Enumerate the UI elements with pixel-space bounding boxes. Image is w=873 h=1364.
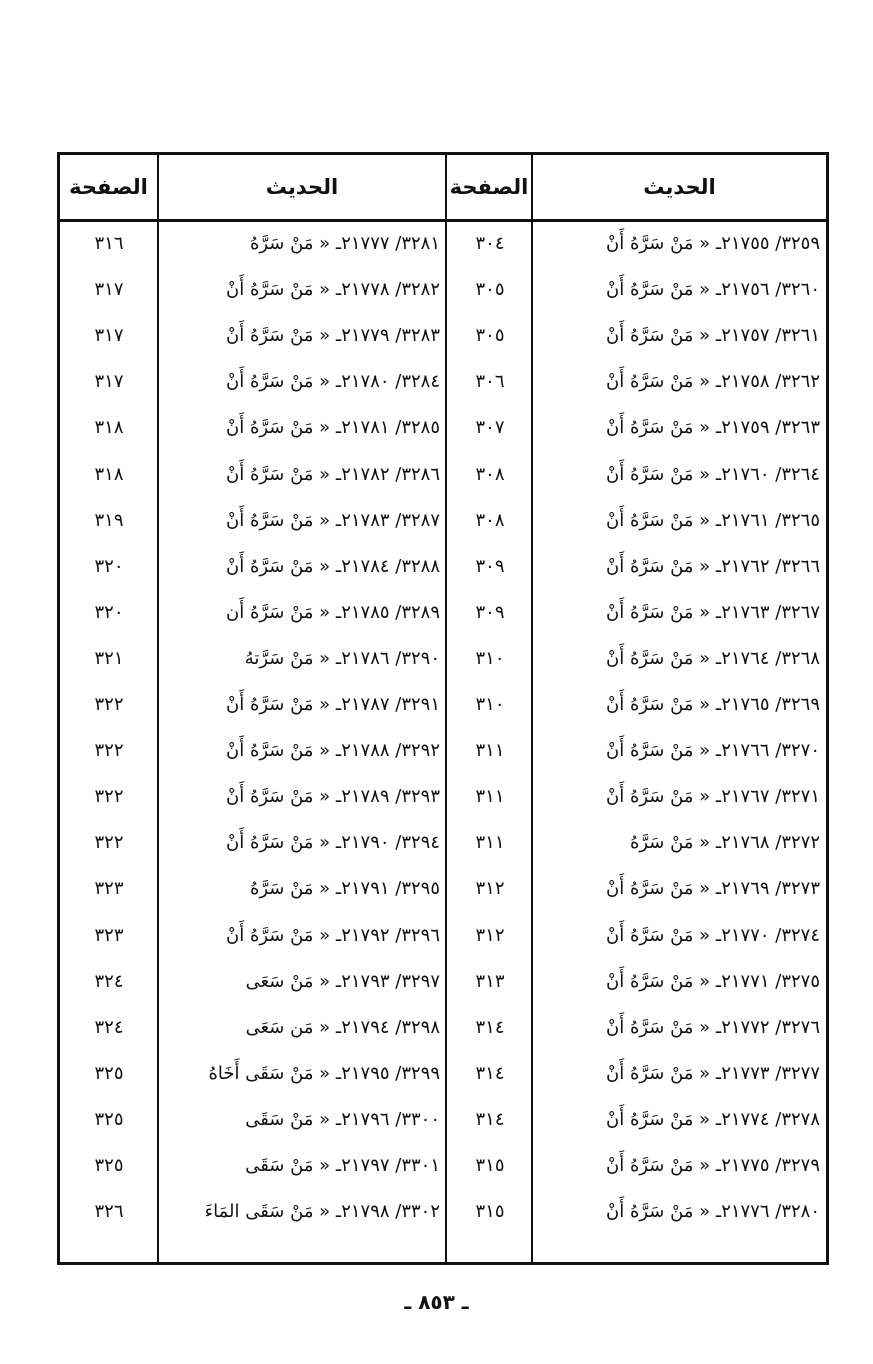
hadith-entry: ٣٢٦١/ ٢١٧٥٧ـ « مَنْ سَرَّهُ أَنْ [606,325,820,346]
column-divider [157,155,159,1262]
page-ref: ٣١٨ [94,464,124,485]
page-ref: ٣٢٤ [94,971,124,992]
hadith-entry: ٣٢٦٤/ ٢١٧٦٠ـ « مَنْ سَرَّهُ أَنْ [606,464,820,485]
hadith-entry: ٣٢٨٤/ ٢١٧٨٠ـ « مَنْ سَرَّهُ أَنْ [226,371,440,392]
hadith-entry: ٣٢٨٣/ ٢١٧٧٩ـ « مَنْ سَرَّهُ أَنْ [226,325,440,346]
page-ref: ٣٢٥ [94,1109,124,1130]
page-ref: ٣١٧ [94,325,124,346]
page-ref: ٣٢٦ [94,1201,124,1222]
hadith-entry: ٣٢٦٩/ ٢١٧٦٥ـ « مَنْ سَرَّهُ أَنْ [606,694,820,715]
hadith-entry: ٣٢٩٢/ ٢١٧٨٨ـ « مَنْ سَرَّهُ أَنْ [226,740,440,761]
hadith-entry: ٣٢٧٦/ ٢١٧٧٢ـ « مَنْ سَرَّهُ أَنْ [606,1017,820,1038]
page-ref: ٣١١ [475,786,505,807]
hadith-entry: ٣٢٦٥/ ٢١٧٦١ـ « مَنْ سَرَّهُ أَنْ [606,510,820,531]
hadith-entry: ٣٢٨٥/ ٢١٧٨١ـ « مَنْ سَرَّهُ أَنْ [226,417,440,438]
page-ref: ٣٢٣ [94,925,124,946]
hadith-entry: ٣٢٧٠/ ٢١٧٦٦ـ « مَنْ سَرَّهُ أَنْ [606,740,820,761]
hadith-entry: ٣٢٩٨/ ٢١٧٩٤ـ « مَن سَعَى [245,1017,440,1038]
page-ref: ٣٢٢ [94,832,124,853]
hadith-entry: ٣٢٦٦/ ٢١٧٦٢ـ « مَنْ سَرَّهُ أَنْ [606,556,820,577]
page-ref: ٣٢٥ [94,1155,124,1176]
hadith-entry: ٣٢٩٤/ ٢١٧٩٠ـ « مَنْ سَرَّهُ أَنْ [226,832,440,853]
page-number: ـ ٨٥٣ ـ [404,1290,469,1314]
header-page-right: الصفحة [449,175,529,199]
page-ref: ٣١٥ [475,1201,505,1222]
hadith-entry: ٣٢٨٧/ ٢١٧٨٣ـ « مَنْ سَرَّهُ أَنْ [226,510,440,531]
page-ref: ٣١٢ [475,878,505,899]
hadith-entry: ٣٣٠١/ ٢١٧٩٧ـ « مَنْ سَقَى [245,1155,440,1176]
hadith-entry: ٣٢٨٨/ ٢١٧٨٤ـ « مَنْ سَرَّهُ أَنْ [226,556,440,577]
page-ref: ٣١٥ [475,1155,505,1176]
hadith-entry: ٣٢٦٧/ ٢١٧٦٣ـ « مَنْ سَرَّهُ أَنْ [606,602,820,623]
page-ref: ٣٢٢ [94,786,124,807]
page-ref: ٣١٤ [475,1109,505,1130]
page-ref: ٣١٨ [94,417,124,438]
page-ref: ٣١٣ [475,971,505,992]
page-ref: ٣١٠ [475,694,505,715]
hadith-entry: ٣٢٧٤/ ٢١٧٧٠ـ « مَنْ سَرَّهُ أَنْ [606,925,820,946]
page-ref: ٣١١ [475,832,505,853]
hadith-entry: ٣٢٩٩/ ٢١٧٩٥ـ « مَنْ سَقَى أَخَاهُ [208,1063,440,1084]
page-ref: ٣١٠ [475,648,505,669]
page-ref: ٣٠٥ [475,279,505,300]
hadith-entry: ٣٢٨٢/ ٢١٧٧٨ـ « مَنْ سَرَّهُ أَنْ [226,279,440,300]
hadith-entry: ٣٢٧١/ ٢١٧٦٧ـ « مَنْ سَرَّهُ أَنْ [606,786,820,807]
hadith-entry: ٣٢٧٥/ ٢١٧٧١ـ « مَنْ سَرَّهُ أَنْ [606,971,820,992]
hadith-entry: ٣٣٠٢/ ٢١٧٩٨ـ « مَنْ سَقَى المَاءَ [204,1201,440,1222]
header-page-left: الصفحة [69,175,148,199]
page-ref: ٣٠٨ [475,510,505,531]
page-ref: ٣١٩ [94,510,124,531]
page-ref: ٣١٧ [94,371,124,392]
hadith-entry: ٣٢٧٣/ ٢١٧٦٩ـ « مَنْ سَرَّهُ أَنْ [606,878,820,899]
hadith-entry: ٣٢٦٠/ ٢١٧٥٦ـ « مَنْ سَرَّهُ أَنْ [606,279,820,300]
hadith-entry: ٣٢٩٥/ ٢١٧٩١ـ « مَنْ سَرَّهُ [249,878,440,899]
page-ref: ٣٢٢ [94,740,124,761]
page-ref: ٣٢٢ [94,694,124,715]
page-ref: ٣٢٠ [94,602,124,623]
page-ref: ٣٠٩ [475,602,505,623]
page-ref: ٣٠٧ [475,417,505,438]
page-ref: ٣٠٩ [475,556,505,577]
hadith-entry: ٣٢٨٩/ ٢١٧٨٥ـ « مَنْ سَرَّهُ أَن [226,602,440,623]
hadith-entry: ٣٢٨٠/ ٢١٧٧٦ـ « مَنْ سَرَّهُ أَنْ [606,1201,820,1222]
hadith-entry: ٣٢٧٩/ ٢١٧٧٥ـ « مَنْ سَرَّهُ أَنْ [606,1155,820,1176]
page-ref: ٣١٦ [94,233,124,254]
hadith-entry: ٣٢٦٣/ ٢١٧٥٩ـ « مَنْ سَرَّهُ أَنْ [606,417,820,438]
hadith-entry: ٣٢٩٣/ ٢١٧٨٩ـ « مَنْ سَرَّهُ أَنْ [226,786,440,807]
page-ref: ٣١١ [475,740,505,761]
hadith-entry: ٣٢٩٧/ ٢١٧٩٣ـ « مَنْ سَعَى [245,971,440,992]
page-ref: ٣١٤ [475,1017,505,1038]
hadith-entry: ٣٢٩٦/ ٢١٧٩٢ـ « مَنْ سَرَّهُ أَنْ [226,925,440,946]
hadith-entry: ٣٢٨٦/ ٢١٧٨٢ـ « مَنْ سَرَّهُ أَنْ [226,464,440,485]
page-ref: ٣٠٥ [475,325,505,346]
page-ref: ٣٢٤ [94,1017,124,1038]
hadith-entry: ٣٢٧٧/ ٢١٧٧٣ـ « مَنْ سَرَّهُ أَنْ [606,1063,820,1084]
page-ref: ٣٢١ [94,648,124,669]
page-ref: ٣١٤ [475,1063,505,1084]
hadith-entry: ٣٢٧٨/ ٢١٧٧٤ـ « مَنْ سَرَّهُ أَنْ [606,1109,820,1130]
header-hadith-right: الحديث [643,175,716,199]
header-hadith-left: الحديث [265,175,339,199]
hadith-entry: ٣٢٦٨/ ٢١٧٦٤ـ « مَنْ سَرَّهُ أَنْ [606,648,820,669]
page-ref: ٣١٢ [475,925,505,946]
page-ref: ٣٠٨ [475,464,505,485]
hadith-entry: ٣٢٦٢/ ٢١٧٥٨ـ « مَنْ سَرَّهُ أَنْ [606,371,820,392]
hadith-entry: ٣٢٩٠/ ٢١٧٨٦ـ « مَنْ سَرَّتهُ [244,648,440,669]
hadith-entry: ٣٢٧٢/ ٢١٧٦٨ـ « مَنْ سَرَّهُ [629,832,820,853]
page-ref: ٣٢٥ [94,1063,124,1084]
page-ref: ٣٢٣ [94,878,124,899]
index-table [57,152,829,1265]
column-divider [531,155,533,1262]
page-ref: ٣٢٠ [94,556,124,577]
page-ref: ٣٠٤ [475,233,505,254]
hadith-entry: ٣٢٥٩/ ٢١٧٥٥ـ « مَنْ سَرَّهُ أَنْ [606,233,820,254]
hadith-entry: ٣٢٨١/ ٢١٧٧٧ـ « مَنْ سَرَّهُ [249,233,440,254]
column-divider [445,155,447,1262]
hadith-entry: ٣٢٩١/ ٢١٧٨٧ـ « مَنْ سَرَّهُ أَنْ [226,694,440,715]
hadith-entry: ٣٣٠٠/ ٢١٧٩٦ـ « مَنْ سَقَى [245,1109,440,1130]
page-ref: ٣١٧ [94,279,124,300]
page-ref: ٣٠٦ [475,371,505,392]
